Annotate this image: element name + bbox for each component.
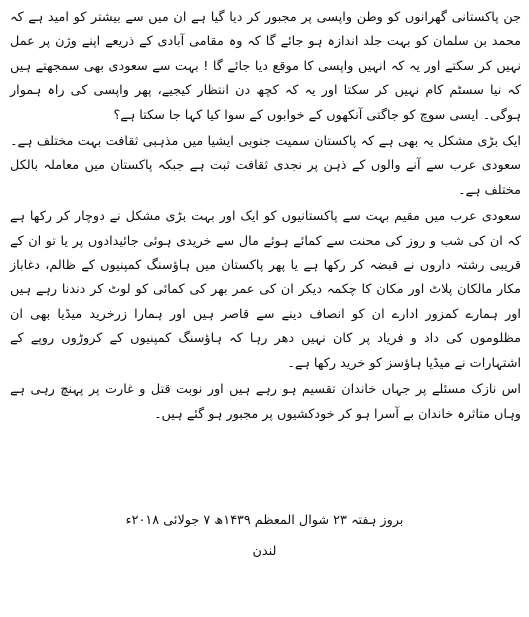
paragraph: ایک بڑی مشکل یہ بھی ہے کہ پاکستان سمیت جنوبی ایشیا میں مذہبی ثقافت بہت مختلف ہے۔ سعودی عرب سے آنے والوں کے ذہن پر نجدی ثقافت ثبت ہے جبکہ پاکستان میں معاملہ بالکل مختلف ہے۔: [10, 134, 521, 198]
place-name: لندن: [252, 544, 277, 559]
dateline: بروز ہفتہ ۲۳ شوال المعظم ۱۴۳۹ھ ۷ جولائی ۲۰۱۸ء: [125, 513, 404, 528]
paragraph: جن پاکستانی گھرانوں کو وطن واپسی پر مجبور کر دیا گیا ہے ان میں سے بیشتر کو امید ہے کہ محمد بن سلمان کو بہت جلد اندازہ ہو جائے گا کہ وہ مقامی آبادی کے ذریعے اپنے وژن پر عمل نہیں کر سکتے اور یہ کہ انہیں واپسی کا موقع دیا جائے گا ! بہت سے سعودی بھی سمجھتے ہیں کہ نیا سسٹم کام نہیں کر سکتا اور یہ کہ کچھ دن انتظار کیجیے، پھر واپسی کی راہ ہموار ہوگی۔ ایسی سوچ کو جاگتی آنکھوں کے خوابوں کے سوا کیا کہا جا سکتا ہے؟: [10, 10, 521, 123]
paragraph: اس نازک مسئلے پر جہاں خاندان تقسیم ہو رہے ہیں اور نوبت قتل و غارت پر پہنچ رہی ہے وہاں متاثرہ خاندان بے آسرا ہو کر خودکشیوں پر مجبور ہو گئے ہیں۔: [10, 382, 521, 422]
paragraph: سعودی عرب میں مقیم بہت سے پاکستانیوں کو ایک اور بہت بڑی مشکل نے دوچار کر رکھا ہے کہ ان کی شب و روز کی محنت سے کمائے ہوئے مال سے خریدی ہوئی جائیدادوں پر یا تو ان کے قریبی رشتہ داروں نے قبضہ کر رکھا ہے یا پھر پاکستان میں ہاؤسنگ کمپنیوں کے ظالم، دغاباز مکار مالکان پلاٹ اور مکان کا چکمہ دیکر ان کی عمر بھر کی کمائی کو لوٹ کر دندنا رہے ہیں اور ہمارے کمزور ادارے ان کو انصاف دینے سے قاصر ہیں اور ہمارا زرخرید میڈیا بھی ان مظلوموں کی داد و فریاد پر کان نہیں دھر رہا کہ ہاؤسنگ کمپنیوں کے کروڑوں روپے کے اشتہارات نے میڈیا ہاؤسز کو خرید رکھا ہے۔: [10, 209, 521, 371]
article-body: [10, 6, 521, 429]
